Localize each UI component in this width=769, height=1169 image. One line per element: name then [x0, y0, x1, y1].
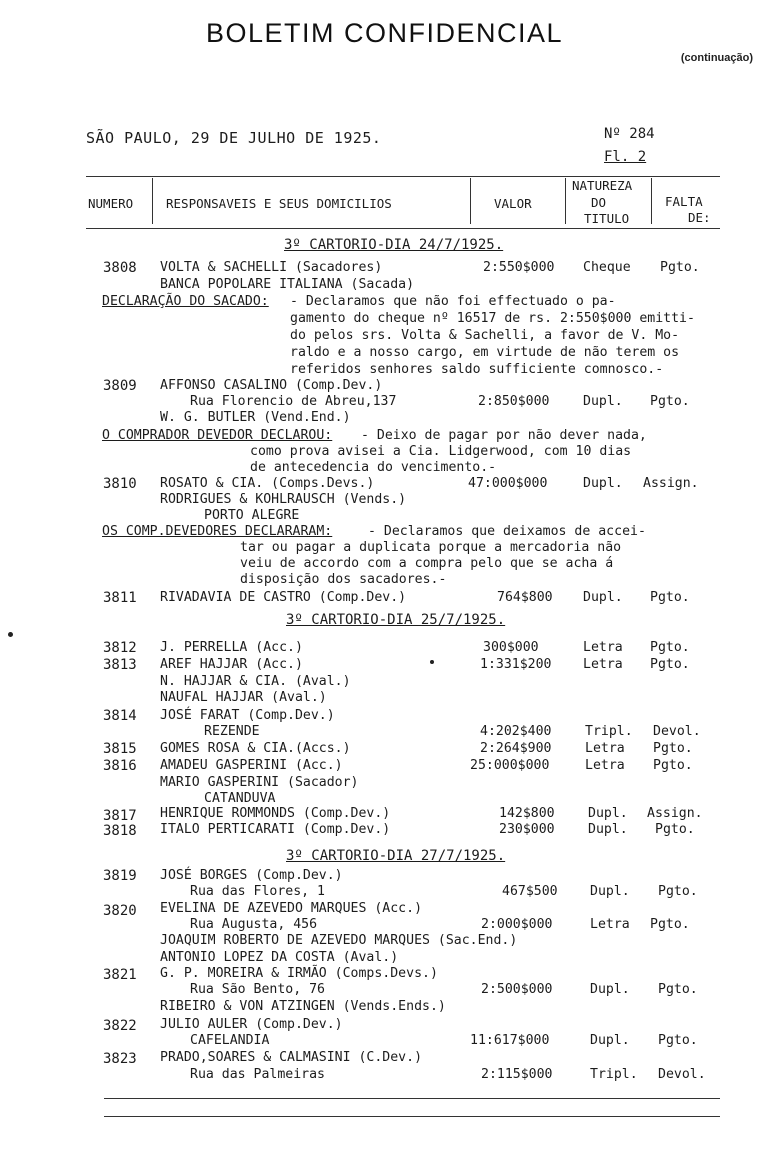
entry-line: N. HAJJAR & CIA. (Aval.) — [160, 674, 351, 689]
entry-address: Rua das Palmeiras — [190, 1067, 325, 1082]
entry-number: 3811 — [103, 590, 137, 606]
entry-reason: Assign. — [647, 806, 703, 821]
sheet-number — [604, 149, 646, 165]
entry-address: Rua das Flores, 1 — [190, 884, 325, 899]
declaration-text: raldo e a nosso cargo, em virtude de não terem os — [290, 345, 680, 360]
entry-address: CAFELANDIA — [190, 1033, 270, 1048]
entry-number: 3822 — [103, 1018, 137, 1034]
entry-reason: Pgto. — [658, 982, 698, 997]
entry-number: 3820 — [103, 903, 137, 919]
entry-value: 47:000$000 — [468, 476, 548, 491]
sheet-number-text: Fl. 2 — [604, 149, 647, 165]
declaration-text: veiu de accordo com a compra pelo que se acha á — [240, 556, 614, 571]
entry-value: 142$800 — [499, 806, 555, 821]
declaration-text: - Deixo de pagar por não dever nada, — [361, 428, 647, 443]
entry-line: ANTONIO LOPEZ DA COSTA (Aval.) — [160, 950, 399, 965]
header-top-rule — [86, 176, 720, 177]
entry-name: AMADEU GASPERINI (Acc.) — [160, 758, 343, 773]
col-valor: VALOR — [494, 196, 532, 211]
declaration-text: disposição dos sacadores.- — [240, 572, 447, 587]
entry-type: Letra — [590, 917, 630, 932]
declaration-label: DECLARAÇÃO DO SACADO: — [102, 294, 269, 309]
entry-reason: Pgto. — [655, 822, 695, 837]
entry-line: NAUFAL HAJJAR (Aval.) — [160, 690, 327, 705]
entry-value: 2:000$000 — [481, 917, 553, 932]
declaration-text: tar ou pagar a duplicata porque a mercadoria não — [240, 540, 622, 555]
entry-number: 3809 — [103, 378, 137, 394]
page-title: BOLETIM CONFIDENCIAL — [205, 18, 564, 48]
footer-rule — [104, 1116, 720, 1117]
continuation-label: (continuação) — [680, 52, 753, 64]
entry-name: EVELINA DE AZEVEDO MARQUES (Acc.) — [160, 901, 423, 916]
entry-value: 300$000 — [483, 640, 539, 655]
entry-value: 230$000 — [499, 822, 555, 837]
col-falta-1: FALTA — [665, 194, 703, 209]
entry-name: ROSATO & CIA. (Comps.Devs.) — [160, 476, 375, 491]
entry-line: W. G. BUTLER (Vend.End.) — [160, 410, 351, 425]
entry-type: Dupl. — [590, 884, 630, 899]
declaration-text: de antecedencia do vencimento.- — [250, 460, 497, 475]
column-divider — [470, 178, 471, 224]
declaration-text: - Declaramos que deixamos de accei- — [368, 524, 646, 539]
entry-address: Rua Augusta, 456 — [190, 917, 318, 932]
entry-value: 764$800 — [497, 590, 553, 605]
entry-number: 3814 — [103, 708, 137, 724]
entry-value: 2:264$900 — [480, 741, 552, 756]
entry-reason: Pgto. — [650, 640, 690, 655]
col-falta-2: DE: — [688, 210, 711, 225]
entry-type: Dupl. — [583, 476, 623, 491]
entry-name: AREF HAJJAR (Acc.) — [160, 657, 303, 672]
entry-name: J. PERRELLA (Acc.) — [160, 640, 303, 655]
col-natureza-1: NATUREZA — [572, 178, 633, 193]
section-heading: 3º CARTORIO-DIA 25/7/1925. — [286, 612, 506, 628]
entry-type: Dupl. — [588, 822, 628, 837]
entry-line: PORTO ALEGRE — [204, 508, 300, 523]
entry-line: JOAQUIM ROBERTO DE AZEVEDO MARQUES (Sac.End.) — [160, 933, 518, 948]
entry-number: 3817 — [103, 808, 137, 824]
entry-value: 2:850$000 — [478, 394, 550, 409]
entry-reason: Pgto. — [650, 917, 690, 932]
entry-value: 1:331$200 — [480, 657, 552, 672]
entry-line: CATANDUVA — [204, 791, 276, 806]
entry-value: 4:202$400 — [480, 724, 552, 739]
entry-type: Cheque — [583, 260, 631, 275]
entry-number: 3813 — [103, 657, 137, 673]
entry-reason: Pgto. — [658, 1033, 698, 1048]
entry-name: ITALO PERTICARATI (Comp.Dev.) — [160, 822, 391, 837]
entry-type: Letra — [585, 758, 625, 773]
entry-name: JULIO AULER (Comp.Dev.) — [160, 1017, 343, 1032]
entry-reason: Devol. — [653, 724, 701, 739]
entry-value: 2:115$000 — [481, 1067, 553, 1082]
entry-reason: Assign. — [643, 476, 699, 491]
entry-value: 2:550$000 — [483, 260, 555, 275]
entry-name: RIVADAVIA DE CASTRO (Comp.Dev.) — [160, 590, 407, 605]
entry-value: 467$500 — [502, 884, 558, 899]
entry-reason: Pgto. — [660, 260, 700, 275]
declaration-text: - Declaramos que não foi effectuado o pa- — [290, 294, 616, 309]
entry-value: 25:000$000 — [470, 758, 550, 773]
entry-number: 3815 — [103, 741, 137, 757]
section-heading: 3º CARTORIO-DIA 24/7/1925. — [284, 237, 504, 253]
declaration-text: do pelos srs. Volta & Sachelli, a favor de V. Mo- — [290, 328, 680, 343]
entry-number: 3810 — [103, 476, 137, 492]
declaration-text: gamento do cheque nº 16517 de rs. 2:550$000 emitti- — [290, 311, 695, 326]
entry-number: 3819 — [103, 868, 137, 884]
ink-dot — [430, 660, 434, 664]
entry-line: MARIO GASPERINI (Sacador) — [160, 775, 359, 790]
declaration-label: OS COMP.DEVEDORES DECLARARAM: — [102, 524, 333, 539]
entry-name: PRADO,SOARES & CALMASINI (C.Dev.) — [160, 1050, 423, 1065]
entry-type: Letra — [583, 657, 623, 672]
col-natureza-2: DO — [591, 195, 607, 210]
entry-reason: Devol. — [658, 1067, 706, 1082]
entry-name: JOSÉ BORGES (Comp.Dev.) — [160, 868, 343, 883]
punch-mark — [8, 632, 13, 637]
entry-type: Dupl. — [590, 982, 630, 997]
entry-number: 3821 — [103, 967, 137, 983]
entry-type: Letra — [585, 741, 625, 756]
entry-type: Dupl. — [583, 590, 623, 605]
entry-name: AFFONSO CASALINO (Comp.Dev.) — [160, 378, 383, 393]
entry-number: 3823 — [103, 1051, 137, 1067]
declaration-text: como prova avisei a Cia. Lidgerwood, com 10 dias — [250, 444, 632, 459]
col-responsaveis: RESPONSAVEIS E SEUS DOMICILIOS — [166, 196, 392, 211]
col-numero: NUMERO — [88, 196, 134, 211]
entry-type: Dupl. — [588, 806, 628, 821]
entry-type: Dupl. — [583, 394, 623, 409]
entry-name: VOLTA & SACHELLI (Sacadores) — [160, 260, 383, 275]
entry-value: 11:617$000 — [470, 1033, 550, 1048]
column-divider — [651, 178, 652, 224]
footer-rule — [104, 1098, 720, 1099]
declaration-label: O COMPRADOR DEVEDOR DECLAROU: — [102, 428, 333, 443]
entry-name: HENRIQUE ROMMONDS (Comp.Dev.) — [160, 806, 391, 821]
entry-address: Rua Florencio de Abreu,137 — [190, 394, 397, 409]
entry-type: Tripl. — [585, 724, 633, 739]
declaration-text: referidos senhores saldo sufficiente comnosco.- — [290, 362, 664, 377]
entry-type: Letra — [583, 640, 623, 655]
entry-reason: Pgto. — [653, 741, 693, 756]
bulletin-number: Nº 284 — [604, 126, 655, 142]
header-bottom-rule — [86, 228, 720, 229]
column-divider — [152, 178, 153, 224]
entry-number: 3818 — [103, 823, 137, 839]
entry-reason: Pgto. — [658, 884, 698, 899]
entry-address: Rua São Bento, 76 — [190, 982, 325, 997]
column-divider — [565, 178, 566, 224]
entry-line: RODRIGUES & KOHLRAUSCH (Vends.) — [160, 492, 407, 507]
entry-name: GOMES ROSA & CIA.(Accs.) — [160, 741, 351, 756]
entry-type: Tripl. — [590, 1067, 638, 1082]
entry-name: JOSÉ FARAT (Comp.Dev.) — [160, 708, 335, 723]
entry-value: 2:500$000 — [481, 982, 553, 997]
entry-type: Dupl. — [590, 1033, 630, 1048]
entry-reason: Pgto. — [650, 394, 690, 409]
section-heading: 3º CARTORIO-DIA 27/7/1925. — [286, 848, 506, 864]
entry-reason: Pgto. — [653, 758, 693, 773]
entry-line: BANCA POPOLARE ITALIANA (Sacada) — [160, 277, 415, 292]
entry-reason: Pgto. — [650, 590, 690, 605]
entry-name: G. P. MOREIRA & IRMÃO (Comps.Devs.) — [160, 966, 438, 981]
entry-number: 3812 — [103, 640, 137, 656]
entry-reason: Pgto. — [650, 657, 690, 672]
col-natureza-3: TITULO — [584, 211, 630, 226]
place-date: SÃO PAULO, 29 DE JULHO DE 1925. — [86, 129, 382, 147]
entry-address: REZENDE — [204, 724, 260, 739]
entry-number: 3816 — [103, 758, 137, 774]
entry-number: 3808 — [103, 260, 137, 276]
entry-line: RIBEIRO & VON ATZINGEN (Vends.Ends.) — [160, 999, 446, 1014]
